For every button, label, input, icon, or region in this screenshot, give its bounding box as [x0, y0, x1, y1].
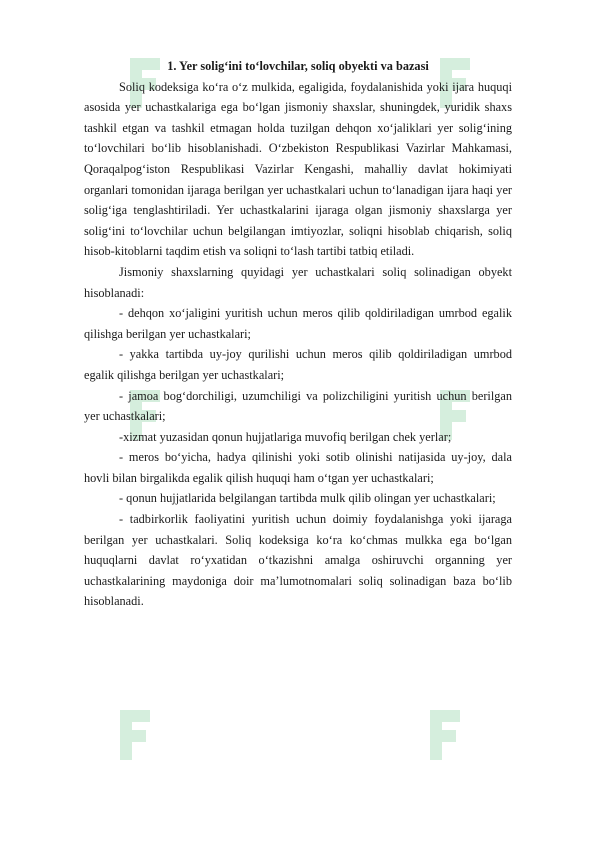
list-item: - meros bo‘yicha, hadya qilinishi yoki sotib olinishi natijasida uy-joy, dala hovli bilan birgalikda egalik qilish huquqi ham o‘tgan yer uchastkalari; — [84, 450, 512, 485]
list-item: - jamoa bog‘dorchiligi, uzumchiligi va polizchiligini yuritish uchun berilgan yer uchastkalari; — [84, 388, 512, 424]
watermark-logo-icon — [100, 700, 170, 770]
list-item: - yakka tartibda uy-joy qurilishi uchun meros qilib qoldiriladigan umrbod egalik qilishga berilgan yer uchastkalari; — [84, 347, 512, 382]
paragraph: Soliq kodeksiga ko‘ra o‘z mulkida, egaligida, foydalanishida yoki ijara huquqi asosida yer uchastkalariga ega bo‘lgan jismoniy shaxslar, shuningdek, yuridik shaxs tashkil etgan va tashkil etmagan holda tuzilgan dehqon xo‘jaliklari yer solig‘ining to‘lovchilari bo‘lib hisoblanishadi. O‘zbekiston Respublikasi Vazirlar Mahkamasi, Qoraqalpog‘iston Respublikasi Vazirlar Kengashi, mahalliy davlat hokimiyati organlari tomonidan ijaraga berilgan yer uchastkalari uchun to‘lanadigan ijara haqi yer solig‘iga tenglashtiriladi. Yer uchastkalarini ijaraga olgan jismoniy shaxslarga yer solig‘ini to‘lovchilar uchun belgilangan imtiyozlar, soliqni hisoblab chiqarish, soliq hisob-kitoblarni taqdim etish va soliqni to‘lash tartibi tatbiq etiladi. — [84, 79, 512, 259]
list-item: - tadbirkorlik faoliyatini yuritish uchun doimiy foydalanishga yoki ijaraga berilgan yer uchastkalari. Soliq kodeksiga ko‘ra ko‘chmas mulkka ega bo‘lgan huquqlarni davlat ro‘yxatidan o‘tkazishni amalga oshiruvchi organning yer uchastkalarining maydoniga doir ma’lumotnomalari soliq solinadigan baza bo‘lib hisoblanadi. — [84, 512, 512, 609]
list-item: - qonun hujjatlarida belgilangan tartibda mulk qilib olingan yer uchastkalari; — [119, 491, 496, 506]
paragraph: Jismoniy shaxslarning quyidagi yer uchastkalari soliq solinadigan obyekt hisoblanadi: — [84, 264, 512, 300]
list-item: -xizmat yuzasidan qonun hujjatlariga muvofiq berilgan chek yerlar; — [119, 429, 452, 444]
watermark-logo-icon — [410, 700, 480, 770]
document-body — [84, 56, 512, 612]
list-item: - dehqon xo‘jaligini yuritish uchun meros qilib qoldiriladigan umrbod egalik qilishga berilgan yer uchastkalari; — [84, 306, 512, 341]
section-title: 1. Yer solig‘ini to‘lovchilar, soliq obyekti va bazasi — [167, 59, 429, 73]
